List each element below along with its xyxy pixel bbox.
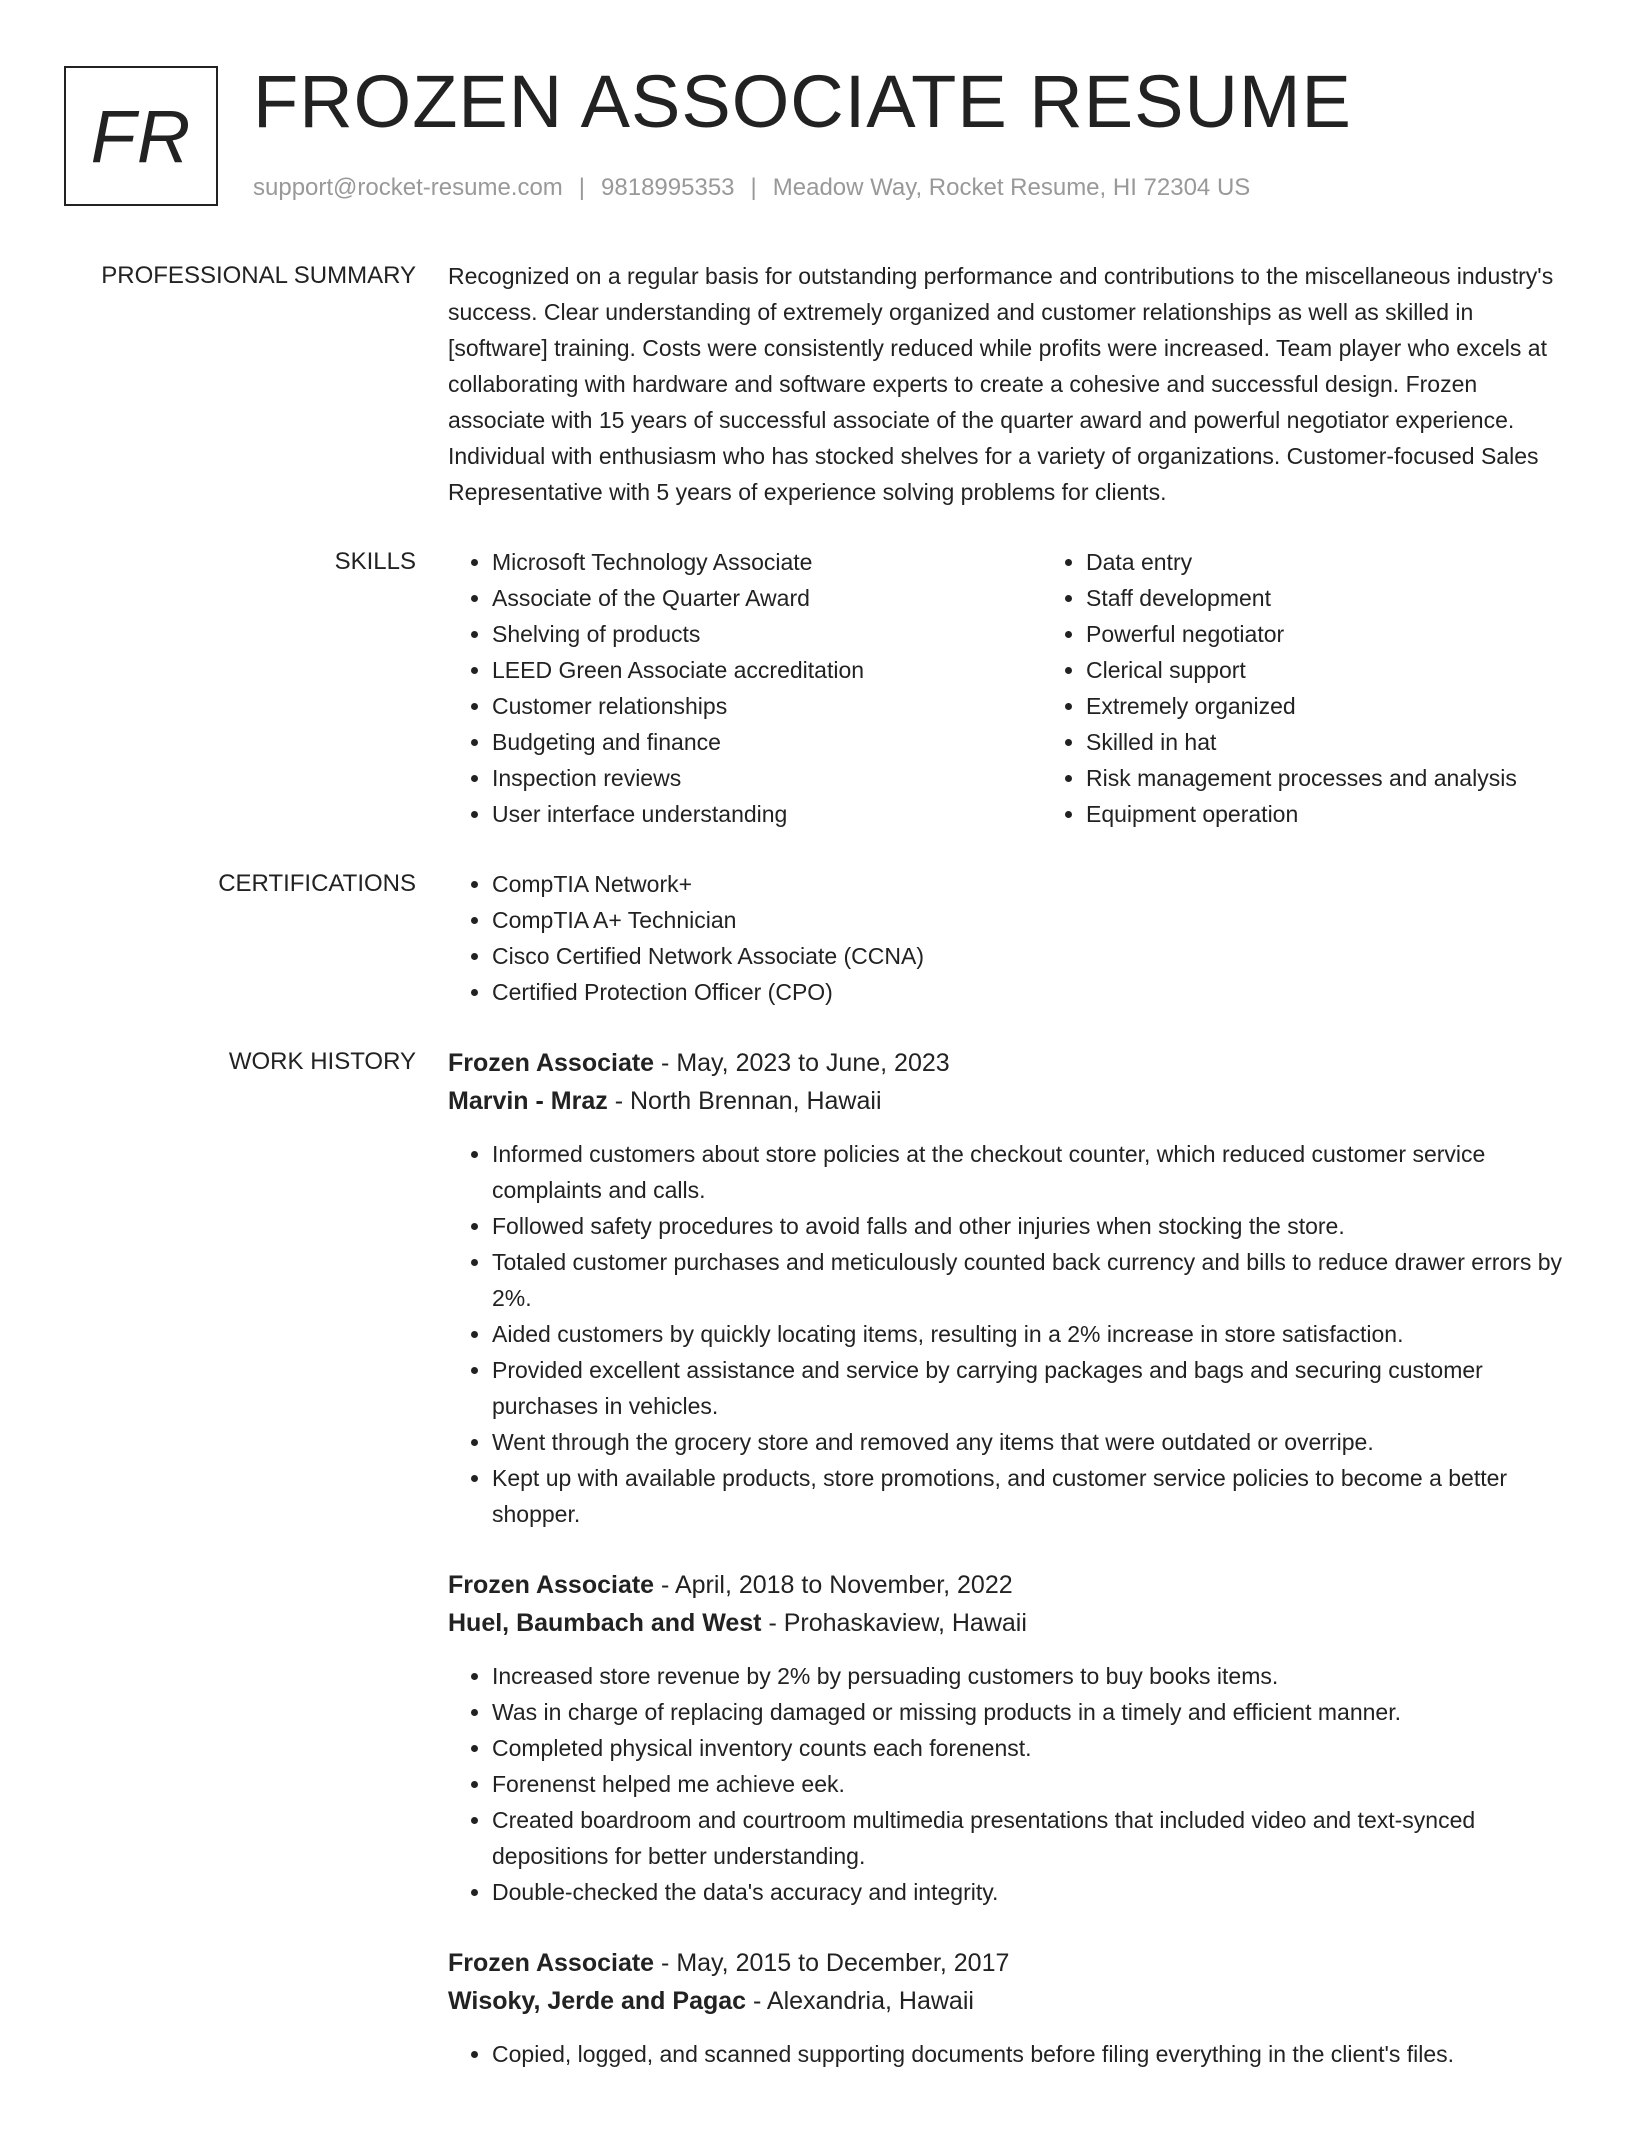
job-dates: April, 2018 to November, 2022 xyxy=(674,1571,1013,1599)
job-dates: May, 2023 to June, 2023 xyxy=(676,1049,950,1077)
job-company-line xyxy=(448,1082,1568,1120)
resume-body xyxy=(64,258,1568,2140)
job-duty-item: • Informed customers about store policies at the checkout counter, which reduced customer service complaints and calls. xyxy=(492,1136,1568,1208)
certifications-list xyxy=(448,866,1568,1010)
job-duties-list xyxy=(448,1658,1568,1910)
job-title: Frozen Associate xyxy=(448,1949,655,1977)
skill-item: • Microsoft Technology Associate xyxy=(492,544,1042,580)
dash: - xyxy=(654,1049,677,1077)
job-duty-item: • Completed physical inventory counts each forenenst. xyxy=(492,1730,1568,1766)
skill-item: • Clerical support xyxy=(1086,652,1632,688)
job-duty-item: • Was in charge of replacing damaged or missing products in a timely and efficient manner. xyxy=(492,1694,1568,1730)
contact-line xyxy=(253,174,1250,202)
work-history-body xyxy=(448,1044,1568,2106)
skills-section xyxy=(64,544,1568,832)
certification-item: • Certified Protection Officer (CPO) xyxy=(492,974,1568,1010)
job-title-line xyxy=(448,1944,1568,1982)
contact-separator: | xyxy=(750,174,757,201)
skill-item: • LEED Green Associate accreditation xyxy=(492,652,1042,688)
job-duties-list xyxy=(448,1136,1568,1532)
job-company-line xyxy=(448,1604,1568,1642)
section-label-work-history: WORK HISTORY xyxy=(228,1048,416,1075)
dash: - xyxy=(654,1949,677,1977)
monogram-badge: FR xyxy=(64,66,218,206)
certification-item: • CompTIA A+ Technician xyxy=(492,902,1568,938)
section-label-certifications: CERTIFICATIONS xyxy=(218,870,416,897)
skills-column-left xyxy=(448,544,1042,832)
job-duty-item: • Kept up with available products, store promotions, and customer service policies to become a better shopper. xyxy=(492,1460,1568,1532)
job-duty-item: • Copied, logged, and scanned supporting documents before filing everything in the client's files. xyxy=(492,2036,1568,2072)
skill-item: • Associate of the Quarter Award xyxy=(492,580,1042,616)
job-entry xyxy=(448,1566,1568,1910)
job-title: Frozen Associate xyxy=(448,1049,655,1077)
dash: - xyxy=(761,1609,784,1637)
contact-phone: 9818995353 xyxy=(601,174,735,201)
certifications-section xyxy=(64,866,1568,1010)
dash: - xyxy=(746,1987,767,2015)
job-duty-item: • Went through the grocery store and removed any items that were outdated or overripe. xyxy=(492,1424,1568,1460)
job-duties-list xyxy=(448,2036,1568,2072)
job-company: Marvin - Mraz xyxy=(448,1087,608,1115)
skill-item: • Staff development xyxy=(1086,580,1632,616)
job-title-line xyxy=(448,1044,1568,1082)
skill-item: • Equipment operation xyxy=(1086,796,1632,832)
contact-address: Meadow Way, Rocket Resume, HI 72304 US xyxy=(772,174,1251,201)
certifications-body xyxy=(448,866,1568,1010)
dash: - xyxy=(607,1087,630,1115)
skills-body xyxy=(448,544,1568,832)
skill-item: • Powerful negotiator xyxy=(1086,616,1632,652)
job-duty-item: • Provided excellent assistance and service by carrying packages and bags and securing customer purchases in vehicles. xyxy=(492,1352,1568,1424)
resume-title: FROZEN ASSOCIATE RESUME xyxy=(253,60,1352,143)
section-label-skills: SKILLS xyxy=(334,548,416,575)
skill-item: • Data entry xyxy=(1086,544,1632,580)
skill-item: • Inspection reviews xyxy=(492,760,1042,796)
job-location: Prohaskaview, Hawaii xyxy=(783,1609,1027,1637)
skill-item: • Shelving of products xyxy=(492,616,1042,652)
job-duty-item: • Created boardroom and courtroom multimedia presentations that included video and text-synced depositions for better understanding. xyxy=(492,1802,1568,1874)
job-title-line xyxy=(448,1566,1568,1604)
contact-email: support@rocket-resume.com xyxy=(253,174,563,201)
job-company-line xyxy=(448,1982,1568,2020)
summary-body xyxy=(448,258,1568,510)
job-duty-item: • Aided customers by quickly locating items, resulting in a 2% increase in store satisfaction. xyxy=(492,1316,1568,1352)
contact-separator: | xyxy=(578,174,586,201)
skills-column-right xyxy=(1042,544,1632,832)
skill-item: • Budgeting and finance xyxy=(492,724,1042,760)
professional-summary-section xyxy=(64,258,1568,510)
certification-item: • Cisco Certified Network Associate (CCNA) xyxy=(492,938,1568,974)
section-label-summary: PROFESSIONAL SUMMARY xyxy=(101,262,416,289)
job-entry xyxy=(448,1944,1568,2072)
skill-item: • User interface understanding xyxy=(492,796,1042,832)
job-duty-item: • Forenenst helped me achieve eek. xyxy=(492,1766,1568,1802)
dash: - xyxy=(654,1571,675,1599)
summary-text: Recognized on a regular basis for outstanding performance and contributions to the miscellaneous industry's success. Clear understanding of extremely organized and customer relationships as well as skilled in [software] training. Costs were consistently reduced while profits were increased. Team player who excels at collaborating with hardware and software experts to create a cohesive and successful design. Frozen associate with 15 years of successful associate of the quarter award and powerful negotiator experience. Individual with enthusiasm who has stocked shelves for a variety of organizations. Customer-focused Sales Representative with 5 years of experience solving problems for clients. xyxy=(448,263,1554,505)
job-title: Frozen Associate xyxy=(448,1571,655,1599)
job-dates: May, 2015 to December, 2017 xyxy=(676,1949,1010,1977)
skills-columns xyxy=(448,544,1568,832)
job-duty-item: • Followed safety procedures to avoid falls and other injuries when stocking the store. xyxy=(492,1208,1568,1244)
job-location: North Brennan, Hawaii xyxy=(629,1087,882,1115)
skill-item: • Extremely organized xyxy=(1086,688,1632,724)
resume-header xyxy=(64,60,1584,211)
job-location: Alexandria, Hawaii xyxy=(766,1987,974,2015)
job-duty-item: • Increased store revenue by 2% by persuading customers to buy books items. xyxy=(492,1658,1568,1694)
skill-item: • Customer relationships xyxy=(492,688,1042,724)
job-duty-item: • Double-checked the data's accuracy and integrity. xyxy=(492,1874,1568,1910)
certification-item: • CompTIA Network+ xyxy=(492,866,1568,902)
skill-item: • Skilled in hat xyxy=(1086,724,1632,760)
job-company: Wisoky, Jerde and Pagac xyxy=(448,1987,747,2015)
job-entry xyxy=(448,1044,1568,1532)
job-duty-item: • Totaled customer purchases and meticulously counted back currency and bills to reduce drawer errors by 2%. xyxy=(492,1244,1568,1316)
work-history-section xyxy=(64,1044,1568,2106)
skill-item: • Risk management processes and analysis xyxy=(1086,760,1632,796)
job-company: Huel, Baumbach and West xyxy=(448,1609,762,1637)
